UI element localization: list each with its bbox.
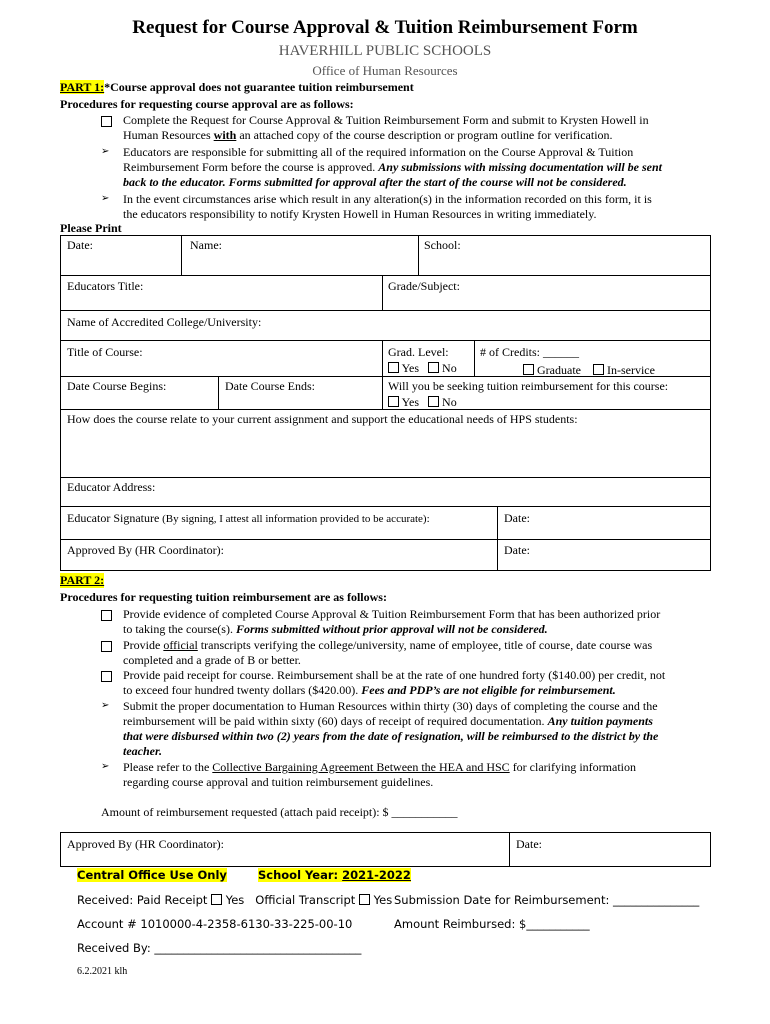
part2-item3-line1: Provide paid receipt for course. Reimbursement shall be at the rate of one hundred forty ($140.00) per credit, not [123,668,666,682]
checkbox-icon[interactable] [523,364,534,375]
received-by-field[interactable]: Received By: ____________________________________ [77,941,362,955]
grad-level-label: Grad. Level: [388,345,449,359]
office-name: Office of Human Resources [312,63,458,78]
cba-link[interactable]: Collective Bargaining Agreement Between the HEA and HSC [212,760,510,774]
date-field[interactable]: Date: [67,238,93,252]
part2-item2-line2: completed and a grade of B or better. [123,653,301,667]
submission-date-field[interactable]: Submission Date for Reimbursement: _______________ [394,893,700,907]
received-paid-receipt: Received: Paid Receipt Yes Official Transcript Yes [77,893,393,907]
checkbox-icon[interactable] [211,894,222,905]
part1-note: *Course approval does not guarantee tuition reimbursement [104,80,414,94]
chevron-right-icon: ➢ [101,193,110,204]
part1-procedures-heading: Procedures for requesting course approval are as follows: [60,97,354,111]
part1-item3-line1: In the event circumstances arise which result in any alteration(s) in the information recorded on this form, it is [123,192,652,206]
date-begins-field[interactable]: Date Course Begins: [67,379,167,393]
part2-item5-line1: Please refer to the Collective Bargaining Agreement Between the HEA and HSC for clarifying information [123,760,636,774]
seeking-reimbursement-label: Will you be seeking tuition reimbursement for this course: [388,379,669,393]
educators-title-field[interactable]: Educators Title: [67,279,144,293]
name-field[interactable]: Name: [190,238,222,252]
footer-revision: 6.2.2021 klh [77,966,128,977]
part2-item4-line2: reimbursement will be paid within sixty (60) days of receipt of required documentation. Any tuition payments [123,714,653,728]
chevron-right-icon: ➢ [101,700,110,711]
seeking-reimbursement-options: Yes No [388,395,457,410]
part1-heading [60,80,414,95]
part2-item1-line2: to taking the course(s). Forms submitted without prior approval will not be considered. [123,622,548,636]
part2-date-field[interactable]: Date: [516,837,542,851]
school-year: School Year: 2021-2022 [258,868,411,882]
signature-date-field[interactable]: Date: [504,511,530,525]
amount-requested-field[interactable]: Amount of reimbursement requested (attach paid receipt): $ ___________ [101,805,458,819]
checkbox-icon[interactable] [428,362,439,373]
part1-item3-line2: the educators responsibility to notify Krysten Howell in Human Resources in writing immediately. [123,207,597,221]
school-field[interactable]: School: [424,238,461,252]
checkbox-icon [101,116,112,127]
date-ends-field[interactable]: Date Course Ends: [225,379,315,393]
credit-type-options: Graduate In-service [523,363,655,378]
checkbox-icon[interactable] [593,364,604,375]
course-title-field[interactable]: Title of Course: [67,345,143,359]
checkbox-icon [101,671,112,682]
educator-address-field[interactable]: Educator Address: [67,480,156,494]
part1-label: PART 1: [60,80,105,94]
part1-item1-line2: Human Resources with an attached copy of the course description or program outline for verification. [123,128,613,142]
part1-item2-line1: Educators are responsible for submitting all of the required information on the Course Approval & Tuition [123,145,634,159]
amount-reimbursed-field[interactable]: Amount Reimbursed: $___________ [394,917,590,931]
part1-item1-line1: Complete the Request for Course Approval & Tuition Reimbursement Form and submit to Krysten Howell in [123,113,649,127]
please-print: Please Print [60,221,122,235]
part2-item4-line4: teacher. [123,744,162,758]
checkbox-icon[interactable] [359,894,370,905]
part2-label: PART 2: [60,573,105,587]
part2-approved-by-field[interactable]: Approved By (HR Coordinator): [67,837,224,851]
college-field[interactable]: Name of Accredited College/University: [67,315,262,329]
part2-item4-line3: that were disbursed within two (2) years from the date of resignation, will be reimbursed to the district by the [123,729,659,743]
form-title: Request for Course Approval & Tuition Reimbursement Form [132,17,638,38]
part2-procedures-heading: Procedures for requesting tuition reimbursement are as follows: [60,590,387,604]
part1-item2-line2: Reimbursement Form before the course is approved. Any submissions with missing documentation will be sent [123,160,663,174]
chevron-right-icon: ➢ [101,761,110,772]
approved-by-field[interactable]: Approved By (HR Coordinator): [67,543,224,557]
approval-date-field[interactable]: Date: [504,543,530,557]
organization-name: HAVERHILL PUBLIC SCHOOLS [278,43,492,59]
part2-item5-line2: regarding course approval and tuition reimbursement guidelines. [123,775,434,789]
office-use-label: Central Office Use Only [77,868,227,882]
checkbox-icon[interactable] [428,396,439,407]
part2-item2-line1: Provide official transcripts verifying the college/university, name of employee, title of course, date course was [123,638,653,652]
checkbox-icon[interactable] [388,396,399,407]
part1-item2-line3: back to the educator. Forms submitted for approval after the start of the course will not be considered. [123,175,627,189]
part2-item4-line1: Submit the proper documentation to Human Resources within thirty (30) days of completing the course and the [123,699,658,713]
with-emphasis: with [213,128,237,142]
checkbox-icon[interactable] [388,362,399,373]
part2-item1-line1: Provide evidence of completed Course Approval & Tuition Reimbursement Form that has been authorized prior [123,607,661,621]
part2-item3-line2: to exceed four hundred twenty dollars ($420.00). Fees and PDP’s are not eligible for reimbursement. [123,683,616,697]
chevron-right-icon: ➢ [101,146,110,157]
credits-field[interactable]: # of Credits: ______ [480,345,579,359]
course-relation-field[interactable]: How does the course relate to your current assignment and support the educational needs of HPS students: [67,412,578,426]
grad-level-options: Yes No [388,361,457,376]
grade-subject-field[interactable]: Grade/Subject: [388,279,460,293]
educator-signature-field[interactable]: Educator Signature (By signing, I attest all information provided to be accurate): [67,511,430,525]
checkbox-icon [101,641,112,652]
account-number: Account # 1010000-4-2358-6130-33-225-00-10 [77,917,353,931]
checkbox-icon [101,610,112,621]
